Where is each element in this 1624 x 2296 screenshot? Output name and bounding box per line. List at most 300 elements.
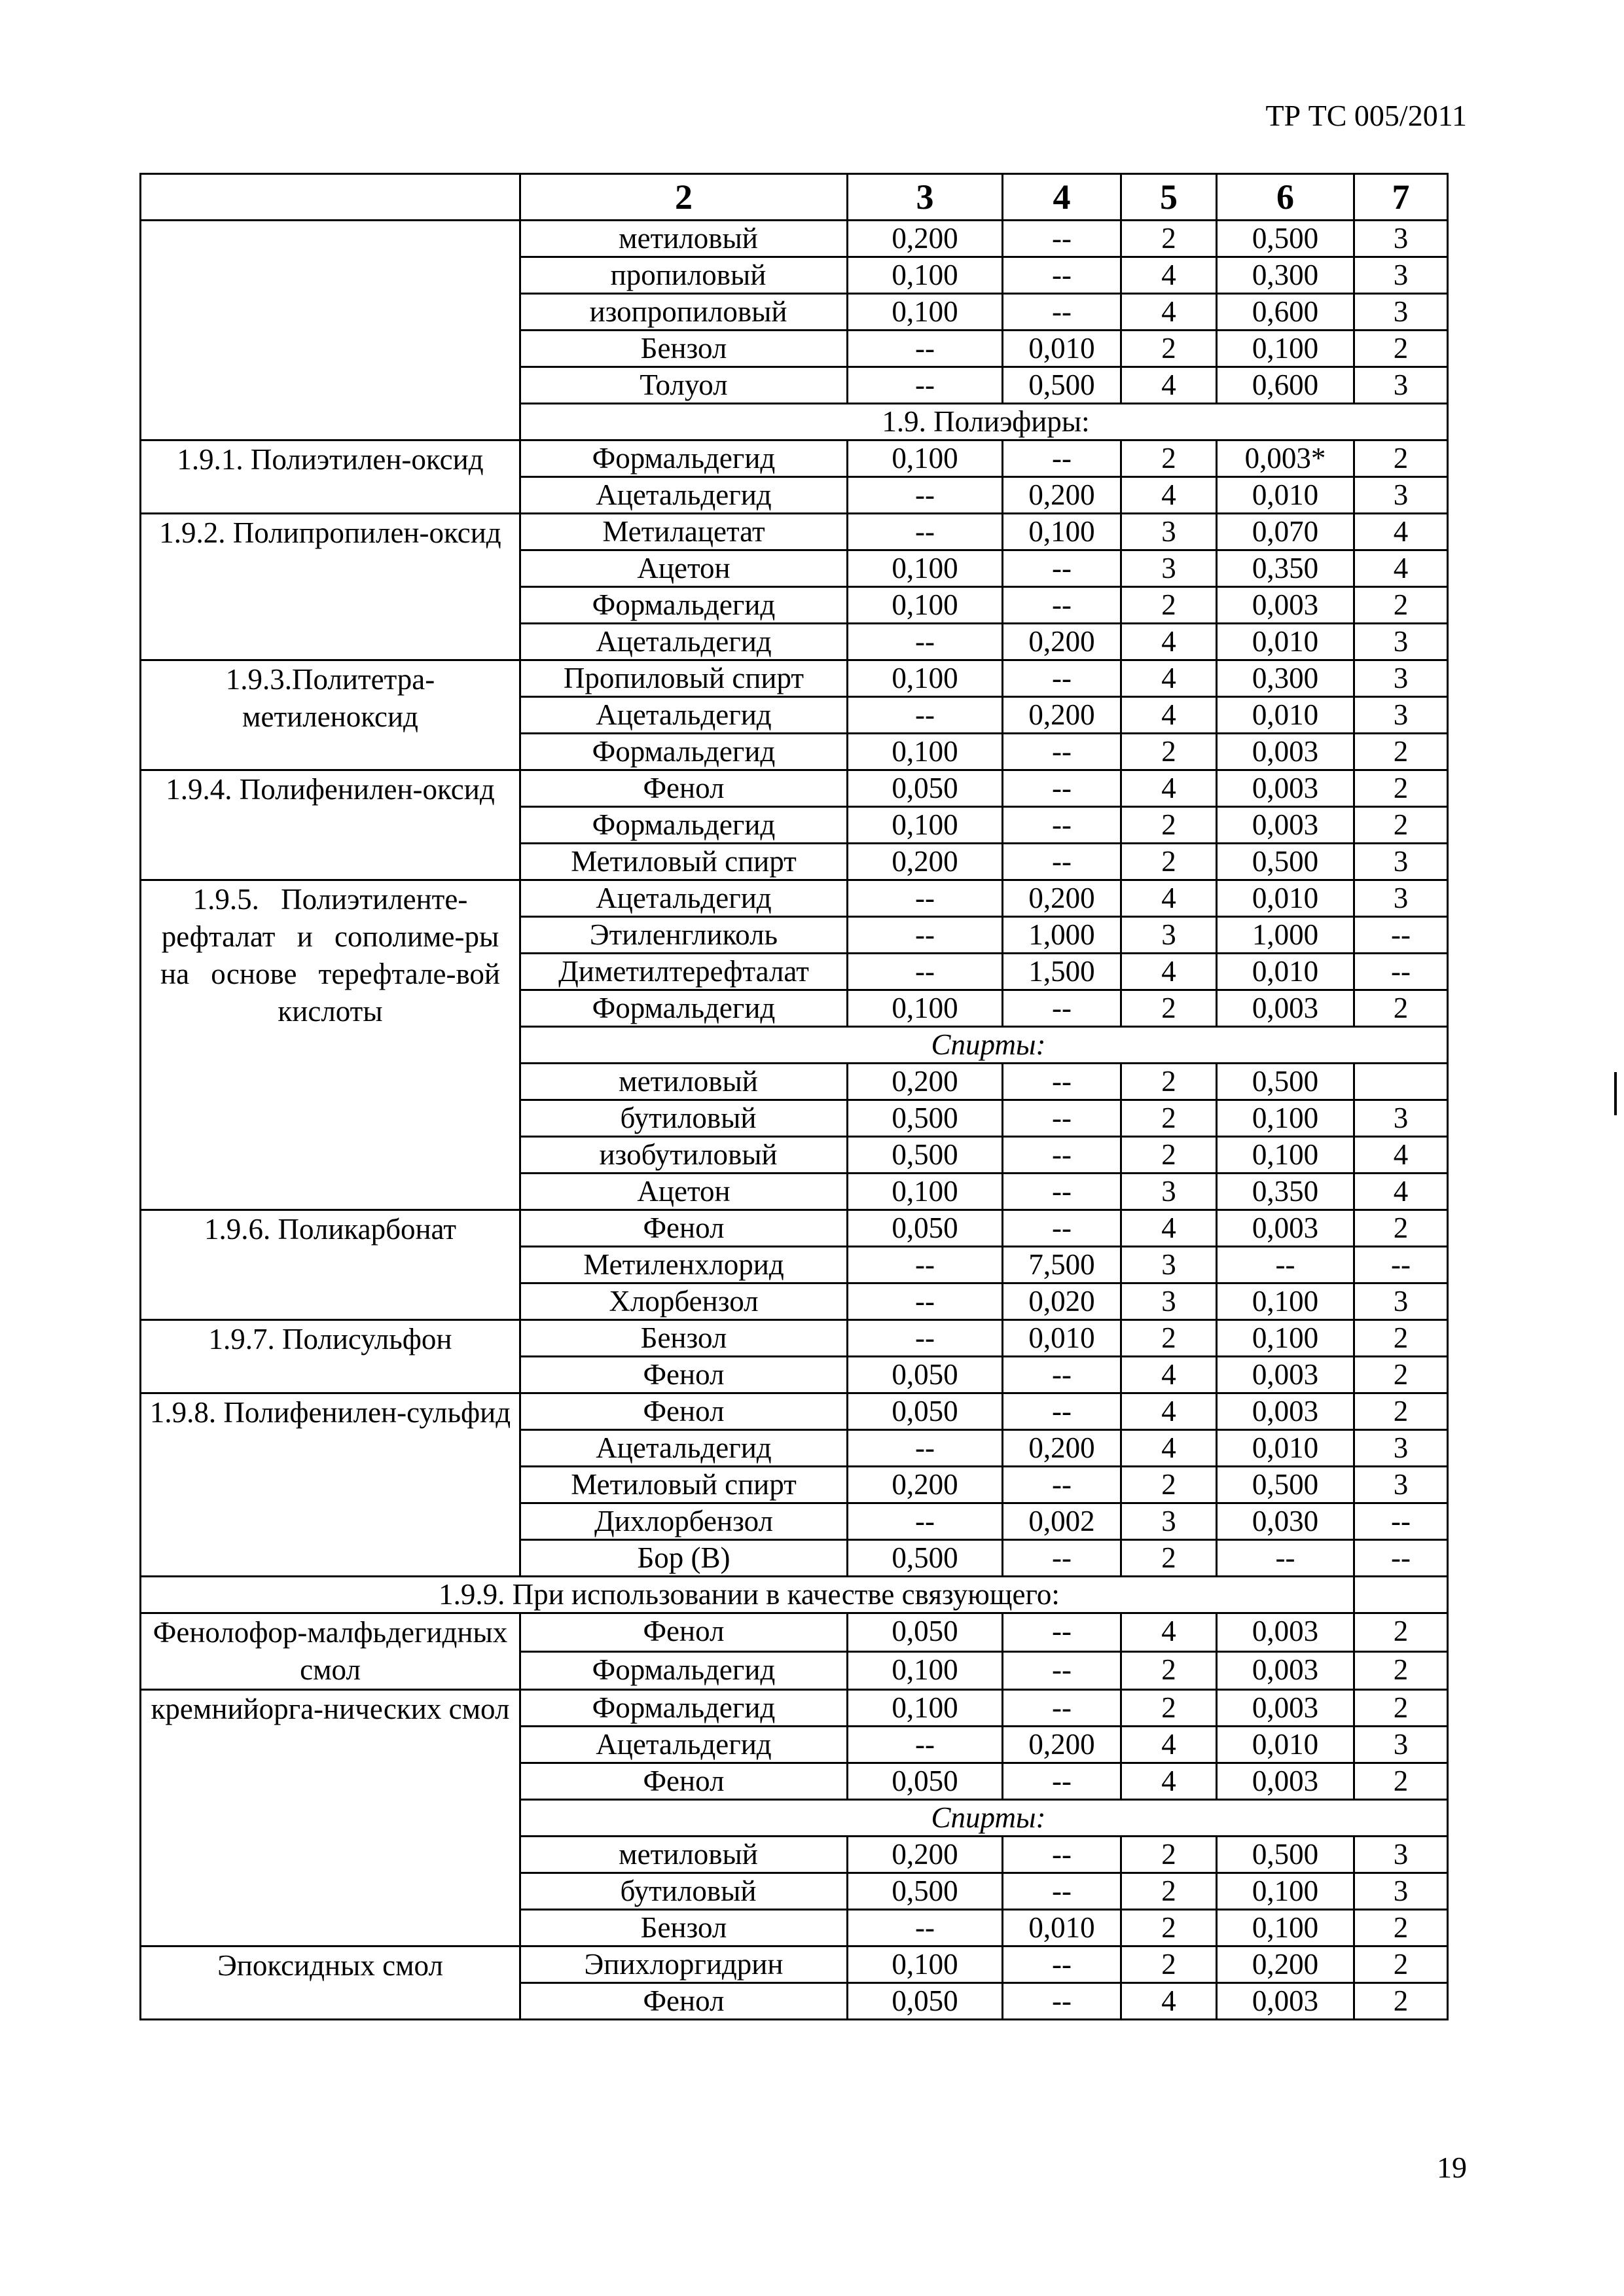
value-cell-col3: 0,200 bbox=[848, 1467, 1003, 1503]
substance-cell: Ацетальдегид bbox=[520, 624, 848, 660]
value-cell-col3: 0,100 bbox=[848, 1174, 1003, 1210]
value-cell-col7: 2 bbox=[1354, 807, 1448, 844]
substance-cell: Формальдегид bbox=[520, 1690, 848, 1727]
value-cell-col4: -- bbox=[1003, 807, 1121, 844]
value-cell-col3: 0,050 bbox=[848, 1393, 1003, 1430]
value-cell-col6: 0,100 bbox=[1217, 331, 1354, 367]
value-cell-col6: 0,003 bbox=[1217, 1210, 1354, 1247]
value-cell-col6: 0,100 bbox=[1217, 1320, 1354, 1357]
value-cell-col7: 2 bbox=[1354, 1393, 1448, 1430]
value-cell-col5: 4 bbox=[1121, 880, 1217, 917]
value-cell-col5: 2 bbox=[1121, 807, 1217, 844]
header-cell-5: 5 bbox=[1121, 174, 1217, 221]
material-cell: 1.9.2. Полипропилен-оксид bbox=[141, 514, 520, 660]
value-cell-col5: 3 bbox=[1121, 550, 1217, 587]
value-cell-col6: 0,350 bbox=[1217, 1174, 1354, 1210]
value-cell-col3: 0,500 bbox=[848, 1100, 1003, 1137]
value-cell-col4: -- bbox=[1003, 1100, 1121, 1137]
substance-cell: Пропиловый спирт bbox=[520, 660, 848, 697]
value-cell-col7: 3 bbox=[1354, 1430, 1448, 1467]
value-cell-col3: -- bbox=[848, 880, 1003, 917]
value-cell-col6: 0,010 bbox=[1217, 954, 1354, 990]
value-cell-col5: 2 bbox=[1121, 1837, 1217, 1873]
value-cell-col6: 0,100 bbox=[1217, 1137, 1354, 1174]
value-cell-col6: 0,030 bbox=[1217, 1503, 1354, 1540]
substance-cell: изопропиловый bbox=[520, 294, 848, 331]
value-cell-col3: -- bbox=[848, 1283, 1003, 1320]
header-cell-1 bbox=[141, 174, 520, 221]
value-cell-col4: -- bbox=[1003, 1064, 1121, 1100]
substance-cell: Метиленхлорид bbox=[520, 1247, 848, 1283]
value-cell-col3: 0,050 bbox=[848, 770, 1003, 807]
substance-cell: Бензол bbox=[520, 1320, 848, 1357]
value-cell-col5: 4 bbox=[1121, 1727, 1217, 1763]
value-cell-col3: -- bbox=[848, 477, 1003, 514]
value-cell-col5: 2 bbox=[1121, 1100, 1217, 1137]
value-cell-col3: -- bbox=[848, 1503, 1003, 1540]
value-cell-col4: -- bbox=[1003, 1763, 1121, 1800]
value-cell-col3: 0,500 bbox=[848, 1137, 1003, 1174]
value-cell-col4: -- bbox=[1003, 1690, 1121, 1727]
substance-cell: Ацетон bbox=[520, 550, 848, 587]
value-cell-col7: 3 bbox=[1354, 221, 1448, 257]
value-cell-col7 bbox=[1354, 1064, 1448, 1100]
value-cell-col5: 4 bbox=[1121, 1763, 1217, 1800]
substance-cell: Фенол bbox=[520, 1763, 848, 1800]
value-cell-col5: 2 bbox=[1121, 1467, 1217, 1503]
value-cell-col3: -- bbox=[848, 1727, 1003, 1763]
value-cell-col5: 3 bbox=[1121, 1174, 1217, 1210]
value-cell-col6: 0,600 bbox=[1217, 367, 1354, 404]
header-cell-2: 2 bbox=[520, 174, 848, 221]
value-cell-col5: 2 bbox=[1121, 1690, 1217, 1727]
value-cell-col4: -- bbox=[1003, 1174, 1121, 1210]
value-cell-col6: -- bbox=[1217, 1540, 1354, 1577]
value-cell-col7: 2 bbox=[1354, 1613, 1448, 1652]
value-cell-col7: 2 bbox=[1354, 587, 1448, 624]
material-cell: Фенолофор-малфьдегидных смол bbox=[141, 1613, 520, 1690]
value-cell-col4: 0,200 bbox=[1003, 477, 1121, 514]
substance-cell: Ацетальдегид bbox=[520, 1727, 848, 1763]
value-cell-col5: 3 bbox=[1121, 917, 1217, 954]
value-cell-col7: 2 bbox=[1354, 1651, 1448, 1690]
substance-cell: Формальдегид bbox=[520, 990, 848, 1027]
value-cell-col5: 2 bbox=[1121, 440, 1217, 477]
value-cell-col6: 0,003* bbox=[1217, 440, 1354, 477]
table-row bbox=[141, 1690, 1448, 1727]
value-cell-col6: 0,100 bbox=[1217, 1100, 1354, 1137]
value-cell-col6: 0,010 bbox=[1217, 624, 1354, 660]
value-cell-col3: 0,100 bbox=[848, 1651, 1003, 1690]
value-cell-col5: 4 bbox=[1121, 1393, 1217, 1430]
value-cell-col4: 7,500 bbox=[1003, 1247, 1121, 1283]
value-cell-col7: 3 bbox=[1354, 294, 1448, 331]
value-cell-col5: 4 bbox=[1121, 477, 1217, 514]
value-cell-col5: 2 bbox=[1121, 1873, 1217, 1910]
value-cell-col7: -- bbox=[1354, 1540, 1448, 1577]
value-cell-col3: 0,200 bbox=[848, 1837, 1003, 1873]
material-cell: Эпоксидных смол bbox=[141, 1946, 520, 2020]
value-cell-col4: 0,002 bbox=[1003, 1503, 1121, 1540]
substance-cell: Ацетон bbox=[520, 1174, 848, 1210]
value-cell-col6: 0,003 bbox=[1217, 807, 1354, 844]
value-cell-col3: -- bbox=[848, 367, 1003, 404]
empty-cell bbox=[1354, 1577, 1448, 1613]
value-cell-col3: -- bbox=[848, 697, 1003, 734]
value-cell-col6: 0,003 bbox=[1217, 990, 1354, 1027]
value-cell-col7: 3 bbox=[1354, 477, 1448, 514]
value-cell-col5: 4 bbox=[1121, 294, 1217, 331]
section-heading: 1.9.9. При использовании в качестве связующего: bbox=[141, 1577, 1354, 1613]
value-cell-col5: 3 bbox=[1121, 514, 1217, 550]
header-cell-3: 3 bbox=[848, 174, 1003, 221]
substance-cell: Толуол bbox=[520, 367, 848, 404]
substance-cell: Метиловый спирт bbox=[520, 1467, 848, 1503]
value-cell-col4: 1,500 bbox=[1003, 954, 1121, 990]
value-cell-col7: 2 bbox=[1354, 1910, 1448, 1946]
value-cell-col4: 0,200 bbox=[1003, 1430, 1121, 1467]
value-cell-col7: 2 bbox=[1354, 1690, 1448, 1727]
value-cell-col6: 0,003 bbox=[1217, 1357, 1354, 1393]
table-row bbox=[141, 1613, 1448, 1652]
value-cell-col3: -- bbox=[848, 1430, 1003, 1467]
value-cell-col6: 0,100 bbox=[1217, 1873, 1354, 1910]
value-cell-col6: 0,003 bbox=[1217, 1613, 1354, 1652]
value-cell-col4: -- bbox=[1003, 1651, 1121, 1690]
material-cell: 1.9.6. Поликарбонат bbox=[141, 1210, 520, 1320]
value-cell-col7: 3 bbox=[1354, 257, 1448, 294]
value-cell-col4: 0,200 bbox=[1003, 697, 1121, 734]
substance-cell: Формальдегид bbox=[520, 440, 848, 477]
material-cell: 1.9.3.Политетра-метиленоксид bbox=[141, 660, 520, 770]
value-cell-col7: 2 bbox=[1354, 440, 1448, 477]
material-cell: 1.9.1. Полиэтилен-оксид bbox=[141, 440, 520, 514]
value-cell-col3: -- bbox=[848, 1247, 1003, 1283]
value-cell-col6: 0,070 bbox=[1217, 514, 1354, 550]
value-cell-col6: 0,500 bbox=[1217, 221, 1354, 257]
substance-cell: Фенол bbox=[520, 1613, 848, 1652]
material-cell: 1.9.5. Полиэтиленте-рефталат и сополиме-ры на основе терефтале-вой кислоты bbox=[141, 880, 520, 1210]
substance-cell: Бор (В) bbox=[520, 1540, 848, 1577]
value-cell-col3: -- bbox=[848, 1320, 1003, 1357]
value-cell-col6: 0,010 bbox=[1217, 477, 1354, 514]
value-cell-col3: 0,100 bbox=[848, 734, 1003, 770]
header-cell-4: 4 bbox=[1003, 174, 1121, 221]
value-cell-col5: 2 bbox=[1121, 1540, 1217, 1577]
value-cell-col6: 0,500 bbox=[1217, 1064, 1354, 1100]
value-cell-col6: 0,600 bbox=[1217, 294, 1354, 331]
substance-cell: Эпихлоргидрин bbox=[520, 1946, 848, 1983]
substance-cell: Фенол bbox=[520, 1357, 848, 1393]
value-cell-col5: 2 bbox=[1121, 844, 1217, 880]
value-cell-col3: 0,050 bbox=[848, 1357, 1003, 1393]
value-cell-col5: 2 bbox=[1121, 1064, 1217, 1100]
value-cell-col4: -- bbox=[1003, 1210, 1121, 1247]
value-cell-col4: -- bbox=[1003, 1393, 1121, 1430]
value-cell-col7: 2 bbox=[1354, 331, 1448, 367]
substance-cell: Диметилтерефталат bbox=[520, 954, 848, 990]
value-cell-col4: -- bbox=[1003, 1873, 1121, 1910]
substance-cell: метиловый bbox=[520, 1837, 848, 1873]
value-cell-col4: -- bbox=[1003, 1613, 1121, 1652]
substance-cell: Формальдегид bbox=[520, 734, 848, 770]
substance-cell: Бензол bbox=[520, 331, 848, 367]
value-cell-col7: 2 bbox=[1354, 1763, 1448, 1800]
table-row bbox=[141, 770, 1448, 807]
value-cell-col7: 2 bbox=[1354, 1320, 1448, 1357]
value-cell-col4: -- bbox=[1003, 1540, 1121, 1577]
value-cell-col4: 0,010 bbox=[1003, 331, 1121, 367]
value-cell-col6: 0,010 bbox=[1217, 1727, 1354, 1763]
table-row bbox=[141, 1320, 1448, 1357]
value-cell-col5: 4 bbox=[1121, 1430, 1217, 1467]
value-cell-col6: 0,500 bbox=[1217, 1837, 1354, 1873]
substance-cell: Дихлорбензол bbox=[520, 1503, 848, 1540]
value-cell-col4: -- bbox=[1003, 770, 1121, 807]
value-cell-col7: 2 bbox=[1354, 1983, 1448, 2020]
value-cell-col3: -- bbox=[848, 1910, 1003, 1946]
substance-cell: Фенол bbox=[520, 1983, 848, 2020]
value-cell-col6: 0,350 bbox=[1217, 550, 1354, 587]
value-cell-col6: 0,003 bbox=[1217, 1983, 1354, 2020]
table-row bbox=[141, 514, 1448, 550]
value-cell-col6: -- bbox=[1217, 1247, 1354, 1283]
subheading-label: Спирты: bbox=[520, 1800, 1448, 1837]
table-row bbox=[141, 221, 1448, 257]
section-heading-row bbox=[141, 1577, 1448, 1613]
value-cell-col4: -- bbox=[1003, 257, 1121, 294]
value-cell-col4: -- bbox=[1003, 990, 1121, 1027]
value-cell-col3: 0,100 bbox=[848, 990, 1003, 1027]
value-cell-col4: 0,200 bbox=[1003, 624, 1121, 660]
value-cell-col4: 0,100 bbox=[1003, 514, 1121, 550]
value-cell-col5: 4 bbox=[1121, 770, 1217, 807]
substance-cell: Формальдегид bbox=[520, 1651, 848, 1690]
substance-cell: Фенол bbox=[520, 1393, 848, 1430]
value-cell-col3: -- bbox=[848, 917, 1003, 954]
substance-cell: Метилацетат bbox=[520, 514, 848, 550]
value-cell-col5: 2 bbox=[1121, 990, 1217, 1027]
value-cell-col4: -- bbox=[1003, 1137, 1121, 1174]
value-cell-col5: 4 bbox=[1121, 624, 1217, 660]
value-cell-col4: -- bbox=[1003, 1467, 1121, 1503]
value-cell-col5: 2 bbox=[1121, 1946, 1217, 1983]
value-cell-col7: 2 bbox=[1354, 1210, 1448, 1247]
value-cell-col6: 0,300 bbox=[1217, 257, 1354, 294]
value-cell-col5: 4 bbox=[1121, 1357, 1217, 1393]
value-cell-col4: 0,020 bbox=[1003, 1283, 1121, 1320]
substance-cell: Этиленгликоль bbox=[520, 917, 848, 954]
value-cell-col6: 0,003 bbox=[1217, 1690, 1354, 1727]
value-cell-col3: 0,050 bbox=[848, 1983, 1003, 2020]
value-cell-col3: -- bbox=[848, 514, 1003, 550]
value-cell-col6: 0,100 bbox=[1217, 1910, 1354, 1946]
substance-cell: Фенол bbox=[520, 770, 848, 807]
value-cell-col3: 0,500 bbox=[848, 1873, 1003, 1910]
value-cell-col3: 0,500 bbox=[848, 1540, 1003, 1577]
substance-cell: бутиловый bbox=[520, 1873, 848, 1910]
value-cell-col3: 0,050 bbox=[848, 1763, 1003, 1800]
value-cell-col5: 4 bbox=[1121, 1210, 1217, 1247]
value-cell-col5: 2 bbox=[1121, 1137, 1217, 1174]
value-cell-col7: 2 bbox=[1354, 1946, 1448, 1983]
value-cell-col7: 3 bbox=[1354, 1100, 1448, 1137]
value-cell-col6: 0,003 bbox=[1217, 734, 1354, 770]
value-cell-col3: 0,100 bbox=[848, 660, 1003, 697]
value-cell-col6: 0,300 bbox=[1217, 660, 1354, 697]
value-cell-col5: 3 bbox=[1121, 1247, 1217, 1283]
value-cell-col5: 2 bbox=[1121, 1320, 1217, 1357]
substance-cell: Ацетальдегид bbox=[520, 1430, 848, 1467]
value-cell-col4: -- bbox=[1003, 1946, 1121, 1983]
value-cell-col6: 0,500 bbox=[1217, 844, 1354, 880]
value-cell-col3: -- bbox=[848, 954, 1003, 990]
value-cell-col7: 4 bbox=[1354, 550, 1448, 587]
value-cell-col6: 1,000 bbox=[1217, 917, 1354, 954]
value-cell-col6: 0,003 bbox=[1217, 1763, 1354, 1800]
table-row bbox=[141, 1210, 1448, 1247]
substance-cell: метиловый bbox=[520, 221, 848, 257]
value-cell-col5: 3 bbox=[1121, 1503, 1217, 1540]
value-cell-col7: 3 bbox=[1354, 1837, 1448, 1873]
substance-cell: метиловый bbox=[520, 1064, 848, 1100]
substance-cell: Фенол bbox=[520, 1210, 848, 1247]
substance-cell: пропиловый bbox=[520, 257, 848, 294]
substance-cell: Метиловый спирт bbox=[520, 844, 848, 880]
table-row bbox=[141, 1393, 1448, 1430]
value-cell-col7: 3 bbox=[1354, 1283, 1448, 1320]
value-cell-col4: -- bbox=[1003, 221, 1121, 257]
value-cell-col4: 0,500 bbox=[1003, 367, 1121, 404]
value-cell-col5: 2 bbox=[1121, 734, 1217, 770]
value-cell-col4: -- bbox=[1003, 844, 1121, 880]
value-cell-col5: 4 bbox=[1121, 660, 1217, 697]
value-cell-col4: -- bbox=[1003, 660, 1121, 697]
value-cell-col5: 2 bbox=[1121, 331, 1217, 367]
value-cell-col4: -- bbox=[1003, 550, 1121, 587]
margin-mark bbox=[1614, 1072, 1617, 1115]
value-cell-col4: -- bbox=[1003, 1983, 1121, 2020]
value-cell-col3: 0,100 bbox=[848, 294, 1003, 331]
material-cell: 1.9.7. Полисульфон bbox=[141, 1320, 520, 1393]
value-cell-col3: 0,050 bbox=[848, 1613, 1003, 1652]
value-cell-col7: -- bbox=[1354, 917, 1448, 954]
value-cell-col5: 2 bbox=[1121, 587, 1217, 624]
value-cell-col5: 4 bbox=[1121, 697, 1217, 734]
value-cell-col7: 3 bbox=[1354, 697, 1448, 734]
value-cell-col3: 0,050 bbox=[848, 1210, 1003, 1247]
page-number: 19 bbox=[1437, 2151, 1467, 2184]
value-cell-col3: -- bbox=[848, 331, 1003, 367]
substance-cell: Ацетальдегид bbox=[520, 880, 848, 917]
value-cell-col5: 4 bbox=[1121, 367, 1217, 404]
value-cell-col7: -- bbox=[1354, 954, 1448, 990]
value-cell-col3: 0,100 bbox=[848, 550, 1003, 587]
value-cell-col3: 0,100 bbox=[848, 1946, 1003, 1983]
substance-cell: Хлорбензол bbox=[520, 1283, 848, 1320]
material-cell bbox=[141, 221, 520, 440]
material-cell: 1.9.8. Полифенилен-сульфид bbox=[141, 1393, 520, 1577]
subheading-label: Спирты: bbox=[520, 1027, 1448, 1064]
header-cell-6: 6 bbox=[1217, 174, 1354, 221]
value-cell-col5: 4 bbox=[1121, 954, 1217, 990]
value-cell-col4: 0,010 bbox=[1003, 1320, 1121, 1357]
value-cell-col5: 2 bbox=[1121, 1651, 1217, 1690]
value-cell-col3: 0,200 bbox=[848, 1064, 1003, 1100]
table-header-row bbox=[141, 174, 1448, 221]
value-cell-col5: 4 bbox=[1121, 1613, 1217, 1652]
value-cell-col4: -- bbox=[1003, 734, 1121, 770]
value-cell-col3: 0,200 bbox=[848, 844, 1003, 880]
document-code: ТР ТС 005/2011 bbox=[1265, 99, 1467, 132]
table-row bbox=[141, 1946, 1448, 1983]
value-cell-col7: 3 bbox=[1354, 367, 1448, 404]
value-cell-col7: 2 bbox=[1354, 990, 1448, 1027]
substance-cell: Ацетальдегид bbox=[520, 697, 848, 734]
value-cell-col6: 0,003 bbox=[1217, 1651, 1354, 1690]
value-cell-col3: 0,100 bbox=[848, 257, 1003, 294]
value-cell-col4: 0,200 bbox=[1003, 880, 1121, 917]
value-cell-col5: 2 bbox=[1121, 221, 1217, 257]
value-cell-col3: -- bbox=[848, 624, 1003, 660]
migration-limits-table bbox=[139, 173, 1449, 2020]
value-cell-col7: -- bbox=[1354, 1503, 1448, 1540]
value-cell-col7: 3 bbox=[1354, 844, 1448, 880]
substance-cell: Ацетальдегид bbox=[520, 477, 848, 514]
value-cell-col5: 4 bbox=[1121, 257, 1217, 294]
value-cell-col7: 2 bbox=[1354, 770, 1448, 807]
value-cell-col7: 3 bbox=[1354, 1467, 1448, 1503]
value-cell-col6: 0,010 bbox=[1217, 697, 1354, 734]
value-cell-col7: 2 bbox=[1354, 1357, 1448, 1393]
value-cell-col3: 0,100 bbox=[848, 807, 1003, 844]
substance-cell: Формальдегид bbox=[520, 807, 848, 844]
section-heading: 1.9. Полиэфиры: bbox=[520, 404, 1448, 440]
value-cell-col4: -- bbox=[1003, 1357, 1121, 1393]
value-cell-col6: 0,010 bbox=[1217, 880, 1354, 917]
value-cell-col5: 3 bbox=[1121, 1283, 1217, 1320]
value-cell-col6: 0,003 bbox=[1217, 770, 1354, 807]
material-cell: кремнийорга-нических смол bbox=[141, 1690, 520, 1946]
table-row bbox=[141, 660, 1448, 697]
value-cell-col7: 3 bbox=[1354, 1873, 1448, 1910]
value-cell-col6: 0,003 bbox=[1217, 1393, 1354, 1430]
value-cell-col7: -- bbox=[1354, 1247, 1448, 1283]
value-cell-col6: 0,010 bbox=[1217, 1430, 1354, 1467]
table-row bbox=[141, 440, 1448, 477]
value-cell-col3: 0,100 bbox=[848, 587, 1003, 624]
substance-cell: Бензол bbox=[520, 1910, 848, 1946]
value-cell-col4: -- bbox=[1003, 294, 1121, 331]
value-cell-col7: 4 bbox=[1354, 1174, 1448, 1210]
substance-cell: изобутиловый bbox=[520, 1137, 848, 1174]
value-cell-col6: 0,500 bbox=[1217, 1467, 1354, 1503]
value-cell-col3: 0,100 bbox=[848, 440, 1003, 477]
value-cell-col6: 0,200 bbox=[1217, 1946, 1354, 1983]
header-cell-7: 7 bbox=[1354, 174, 1448, 221]
value-cell-col7: 3 bbox=[1354, 660, 1448, 697]
value-cell-col4: -- bbox=[1003, 440, 1121, 477]
value-cell-col7: 3 bbox=[1354, 880, 1448, 917]
value-cell-col7: 3 bbox=[1354, 624, 1448, 660]
material-cell: 1.9.4. Полифенилен-оксид bbox=[141, 770, 520, 880]
value-cell-col4: -- bbox=[1003, 587, 1121, 624]
value-cell-col3: 0,100 bbox=[848, 1690, 1003, 1727]
value-cell-col4: -- bbox=[1003, 1837, 1121, 1873]
value-cell-col5: 4 bbox=[1121, 1983, 1217, 2020]
value-cell-col4: 0,200 bbox=[1003, 1727, 1121, 1763]
value-cell-col7: 4 bbox=[1354, 1137, 1448, 1174]
